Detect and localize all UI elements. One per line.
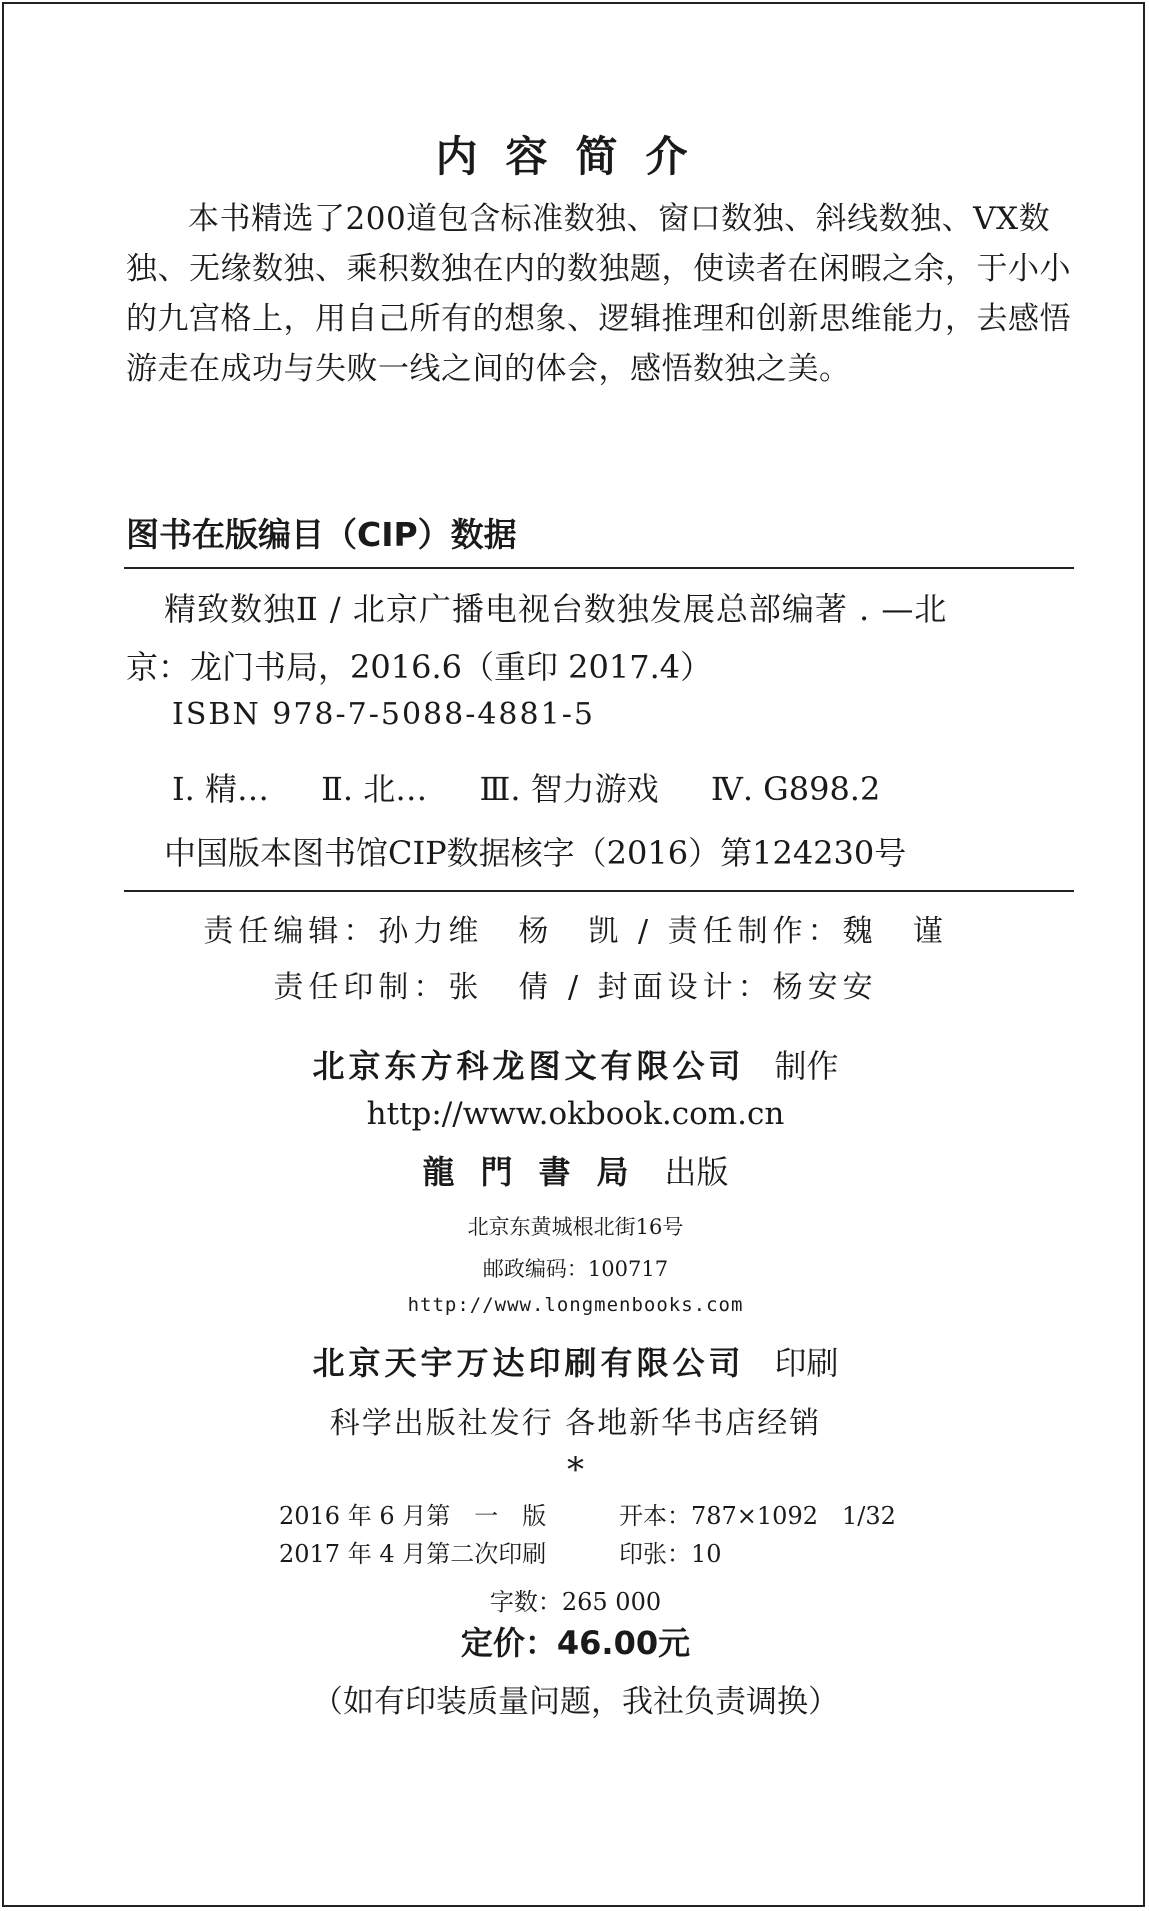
- credits-editors: 责任编辑：孙力维 杨 凯 / 责任制作：魏 谨: [203, 914, 948, 949]
- copyright-page: [2, 2, 1145, 1907]
- intro-paragraph: 本书精选了200道包含标准数独、窗口数独、斜线数独、VX数独、无缘数独、乘积数独在内的数独题，使读者在闲暇之余，于小小的九宫格上，用自己所有的想象、逻辑推理和创新思维能力，去感悟游走在成功与失败一线之间的体会，感悟数独之美。: [126, 201, 1071, 387]
- publisher-line: [4, 1147, 1147, 1193]
- separator-star: *: [567, 1450, 584, 1490]
- cip-class-1: Ⅰ. 精…: [172, 770, 269, 808]
- printer-line: [4, 1338, 1147, 1384]
- producer-name: 北京东方科龙图文有限公司: [312, 1047, 745, 1085]
- cip-isbn: ISBN 978-7-5088-4881-5: [172, 697, 595, 732]
- producer-line: [4, 1041, 1147, 1087]
- cip-class-4: Ⅳ. G898.2: [710, 770, 881, 808]
- sheet-count: 印张：10: [619, 1540, 722, 1568]
- cip-class-3: Ⅲ. 智力游戏: [479, 770, 659, 808]
- price: 定价：46.00元: [460, 1624, 691, 1662]
- printer-role: 印刷: [774, 1344, 839, 1382]
- printing-date: 2017 年 4 月第二次印刷: [279, 1540, 547, 1568]
- publisher-logo-text: 龍門書局: [422, 1153, 655, 1191]
- intro-title: 内容简介: [435, 132, 716, 181]
- edition-line: [279, 1496, 896, 1531]
- publisher-postcode: 邮政编码：100717: [482, 1257, 669, 1281]
- publisher-address: 北京东黄城根北街16号: [467, 1215, 684, 1239]
- cip-class-2: Ⅱ. 北…: [321, 770, 428, 808]
- distribution-line: 科学出版社发行 各地新华书店经销: [329, 1406, 822, 1441]
- printing-line: [279, 1534, 722, 1569]
- intro-body: [126, 194, 1076, 394]
- edition-date: 2016 年 6 月第 一 版: [279, 1502, 547, 1530]
- cip-top-rule: [124, 567, 1074, 569]
- cip-heading: 图书在版编目（CIP）数据: [126, 515, 517, 554]
- word-count: 字数：265 000: [489, 1588, 662, 1616]
- cip-number: 中国版本图书馆CIP数据核字（2016）第124230号: [164, 834, 907, 872]
- publisher-role: 出版: [664, 1153, 729, 1191]
- cip-classification: [172, 764, 922, 810]
- printer-name: 北京天宇万达印刷有限公司: [312, 1344, 745, 1382]
- cip-publisher-line: 京：龙门书局，2016.6（重印 2017.4）: [126, 648, 713, 686]
- publisher-url: http://www.longmenbooks.com: [407, 1294, 744, 1316]
- cip-title-line: 精致数独Ⅱ / 北京广播电视台数独发展总部编著 . —北: [164, 590, 948, 628]
- producer-role: 制作: [774, 1047, 839, 1085]
- producer-url: http://www.okbook.com.cn: [366, 1096, 785, 1132]
- quality-note: （如有印装质量问题，我社负责调换）: [312, 1684, 839, 1720]
- credits-design: 责任印制：张 倩 / 封面设计：杨安安: [273, 970, 878, 1005]
- format-size: 开本：787×1092 1/32: [619, 1502, 896, 1530]
- cip-bottom-rule: [124, 890, 1074, 892]
